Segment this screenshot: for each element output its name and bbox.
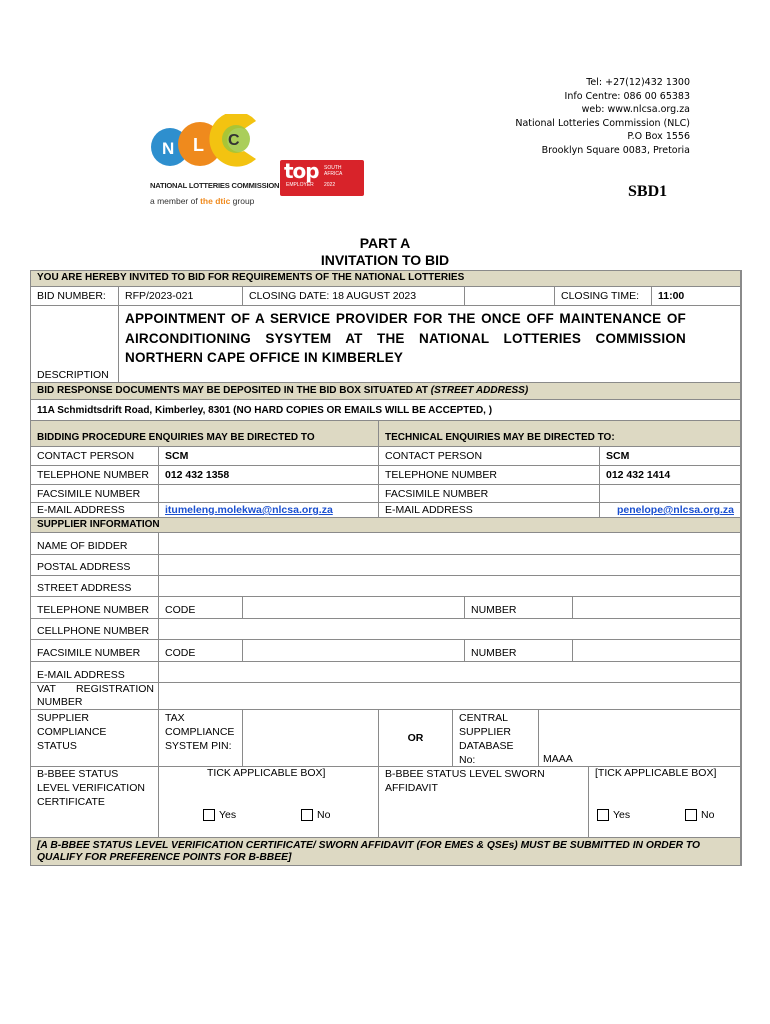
vat-label: VAT REGISTRATION NUMBER xyxy=(31,683,159,710)
tech-email-cell xyxy=(600,503,741,518)
affidavit-yes-checkbox[interactable] xyxy=(597,809,609,821)
bid-number-value: RFP/2023-021 xyxy=(119,287,243,306)
affidavit-no-label: No xyxy=(701,809,715,821)
description-cell xyxy=(119,306,741,383)
bbbee-tick-cell xyxy=(159,767,379,838)
bid-contact: SCM xyxy=(159,447,379,466)
badge-sa: SOUTH AFRICA xyxy=(324,165,343,177)
bbbee-label: B-BBEE STATUS LEVEL VERIFICATION CERTIFICATE xyxy=(31,767,159,838)
nlc-logo-graphic xyxy=(148,114,270,178)
tech-telephone-label: TELEPHONE NUMBER xyxy=(379,466,600,485)
nlc-logo xyxy=(148,114,280,206)
contact-info: Info Centre: 086 00 65383 xyxy=(564,90,690,102)
top-employer-badge xyxy=(280,160,364,196)
badge-employer: EMPLOYER xyxy=(286,182,314,188)
or-label: OR xyxy=(379,710,453,767)
svg-text:L: L xyxy=(193,135,204,155)
affidavit-label: B-BBEE STATUS LEVEL SWORN AFFIDAVIT xyxy=(379,767,589,838)
contact-person-label: CONTACT PERSON xyxy=(31,447,159,466)
maaa-prefix: MAAA xyxy=(543,753,573,765)
description-label-cell xyxy=(31,306,119,383)
deposit-row xyxy=(31,383,741,400)
logo-member: a member of the dtic group xyxy=(150,196,255,206)
tech-fax[interactable] xyxy=(600,485,741,503)
supplier-email-label: E-MAIL ADDRESS xyxy=(31,662,159,683)
telephone-label: TELEPHONE NUMBER xyxy=(31,466,159,485)
affidavit-no-option[interactable] xyxy=(685,809,714,821)
invite-row: YOU ARE HEREBY INVITED TO BID FOR REQUIREMENTS OF THE NATIONAL LOTTERIES xyxy=(31,271,741,287)
street-label: STREET ADDRESS xyxy=(31,576,159,597)
logo-name: NATIONAL LOTTERIES COMMISSION xyxy=(150,181,280,190)
closing-time-label: CLOSING TIME: xyxy=(555,287,652,306)
deposit-text: BID RESPONSE DOCUMENTS MAY BE DEPOSITED IN THE BID BOX SITUATED AT xyxy=(37,385,431,396)
badge-top: top xyxy=(284,160,319,183)
blank-cell xyxy=(465,287,555,306)
supplier-email-field[interactable] xyxy=(159,662,741,683)
tech-email-label: E-MAIL ADDRESS xyxy=(379,503,600,518)
bid-phone: 012 432 1358 xyxy=(159,466,379,485)
no-checkbox[interactable] xyxy=(301,809,313,821)
name-field[interactable] xyxy=(159,533,741,555)
no-label: No xyxy=(317,809,331,821)
bid-email-link[interactable]: itumeleng.molekwa@nlcsa.org.za xyxy=(165,504,333,516)
contact-web: web: www.nlcsa.org.za xyxy=(581,104,690,116)
tax-pin-field[interactable] xyxy=(243,710,379,767)
bbbee-yes-option[interactable] xyxy=(203,809,236,821)
contact-org: National Lotteries Commission (NLC) xyxy=(515,117,690,129)
yes-label: Yes xyxy=(219,809,237,821)
closing-time-value: 11:00 xyxy=(652,287,741,306)
footer-note: [A B-BBEE STATUS LEVEL VERIFICATION CERTIFICATE/ SWORN AFFIDAVIT (FOR EMES & QSEs) MUST BE SUBMITTED IN ORDER TO QUALIFY FOR PREFERENCE POINTS FOR B-BBEE] xyxy=(31,838,741,865)
supplier-telephone-label: TELEPHONE NUMBER xyxy=(31,597,159,619)
bidding-header: BIDDING PROCEDURE ENQUIRIES MAY BE DIRECTED TO xyxy=(31,421,379,447)
bid-number-label: BID NUMBER: xyxy=(31,287,119,306)
csd-field[interactable] xyxy=(539,710,741,767)
postal-label: POSTAL ADDRESS xyxy=(31,555,159,576)
bid-fax[interactable] xyxy=(159,485,379,503)
affidavit-no-checkbox[interactable] xyxy=(685,809,697,821)
closing-date: CLOSING DATE: 18 AUGUST 2023 xyxy=(243,287,465,306)
address-row: 11A Schmidtsdrift Road, Kimberley, 8301 (NO HARD COPIES OR EMAILS WILL BE ACCEPTED, ) xyxy=(31,400,741,421)
affidavit-tick-cell xyxy=(589,767,741,838)
facsimile-number-label: NUMBER xyxy=(465,640,573,662)
description-text: APPOINTMENT OF A SERVICE PROVIDER FOR THE ONCE OFF MAINTENANCE OF AIRCONDITIONING SYSYTEM AT THE NATIONAL LOTTERIES COMMISSION NORTHERN CAPE OFFICE IN KIMBERLEY xyxy=(125,311,686,365)
tick-label-1: TICK APPLICABLE BOX] xyxy=(207,767,326,779)
tick-label-2: [TICK APPLICABLE BOX] xyxy=(595,767,717,779)
telephone-code-field[interactable] xyxy=(243,597,465,619)
svg-text:N: N xyxy=(162,139,175,158)
compliance-label: SUPPLIER COMPLIANCE STATUS xyxy=(31,710,159,767)
bid-email-cell xyxy=(159,503,379,518)
telephone-number-label: NUMBER xyxy=(465,597,573,619)
affidavit-yes-label: Yes xyxy=(613,809,631,821)
svg-text:C: C xyxy=(228,132,240,149)
tax-pin-label: TAX COMPLIANCE SYSTEM PIN: xyxy=(159,710,243,767)
form-code: SBD1 xyxy=(628,183,668,200)
vat-field[interactable] xyxy=(159,683,741,710)
contact-address: Brooklyn Square 0083, Pretoria xyxy=(541,144,690,156)
supplier-facsimile-label: FACSIMILE NUMBER xyxy=(31,640,159,662)
facsimile-code-field[interactable] xyxy=(243,640,465,662)
contact-box: P.O Box 1556 xyxy=(627,131,690,143)
invitation-title: INVITATION TO BID xyxy=(320,252,450,268)
badge-year: 2022 xyxy=(324,182,336,188)
csd-label: CENTRAL SUPPLIER DATABASE No: xyxy=(453,710,539,767)
street-field[interactable] xyxy=(159,576,741,597)
postal-field[interactable] xyxy=(159,555,741,576)
contact-block xyxy=(515,76,690,158)
bbbee-no-option[interactable] xyxy=(301,809,330,821)
tech-facsimile-label: FACSIMILE NUMBER xyxy=(379,485,600,503)
facsimile-code-label: CODE xyxy=(159,640,243,662)
part-title: PART A xyxy=(359,235,411,251)
cellphone-label: CELLPHONE NUMBER xyxy=(31,619,159,640)
contact-tel: Tel: +27(12)432 1300 xyxy=(586,77,690,88)
tech-contact: SCM xyxy=(600,447,741,466)
name-label: NAME OF BIDDER xyxy=(31,533,159,555)
tech-email-link[interactable]: penelope@nlcsa.org.za xyxy=(616,504,734,516)
yes-checkbox[interactable] xyxy=(203,809,215,821)
facsimile-label: FACSIMILE NUMBER xyxy=(31,485,159,503)
tech-contact-person-label: CONTACT PERSON xyxy=(379,447,600,466)
facsimile-number-field[interactable] xyxy=(573,640,741,662)
tech-phone: 012 432 1414 xyxy=(600,466,741,485)
technical-header: TECHNICAL ENQUIRIES MAY BE DIRECTED TO: xyxy=(379,421,741,447)
deposit-italic: (STREET ADDRESS) xyxy=(430,385,529,396)
affidavit-yes-option[interactable] xyxy=(597,809,630,821)
cellphone-field[interactable] xyxy=(159,619,741,640)
telephone-code-label: CODE xyxy=(159,597,243,619)
telephone-number-field[interactable] xyxy=(573,597,741,619)
email-label: E-MAIL ADDRESS xyxy=(31,503,159,518)
description-label: DESCRIPTION xyxy=(37,369,109,381)
supplier-header: SUPPLIER INFORMATION xyxy=(31,518,741,533)
